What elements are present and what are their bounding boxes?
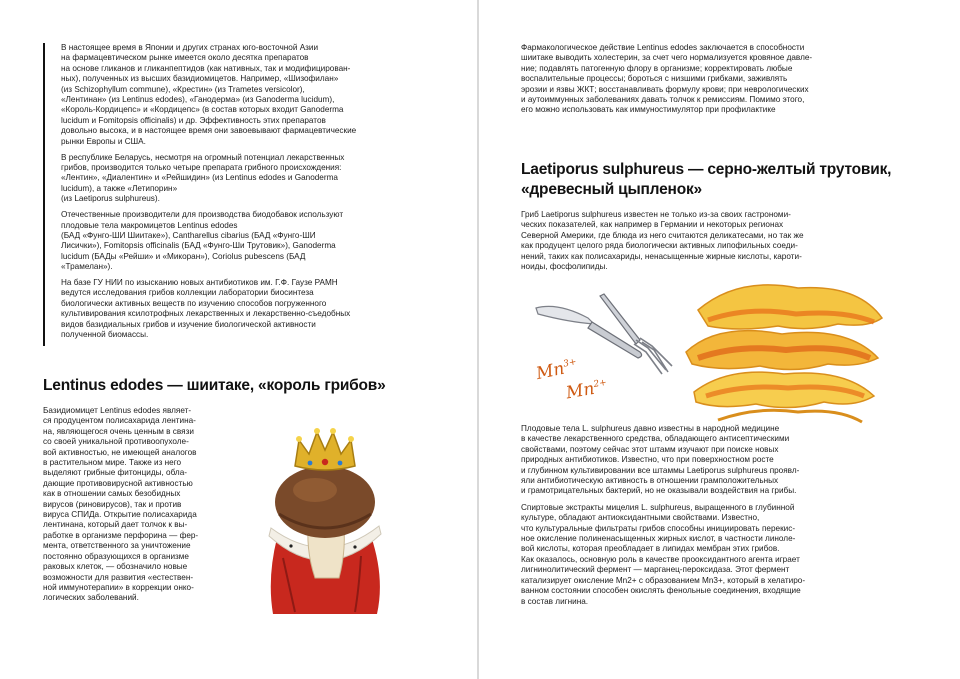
laetiporus-paragraph-1: Плодовые тела L. sulphureus давно известны в народной медицине в качестве лекарственного средства, обладающего антисептическими свойствами, поэтому сейчас этот штамм изучают при поиске новых природных антибиотиков. Известно, что при поверхностном росте и глубинном культивировании все штаммы Laetiporus sulphureus проявл- яли антибиотическую активность в отношении грамположительных и грамотрицательных бактерий, но не оказывали воздействия на грибы. <box>521 424 800 496</box>
shiitake-heading: Lentinus edodes — шиитаке, «король грибов» <box>43 377 386 394</box>
intro-block <box>43 43 415 346</box>
page-gutter <box>477 0 479 679</box>
shiitake-paragraph: Базидиомицет Lentinus edodes являет- ся продуцентом полисахарида лентина- на, являющегося очень ценным в связи со своей уникальной противоопухоле- вой активностью, не имеющей аналогов в растительном мире. Также из него выделяют грибные фитонциды, обла- дающие противовирусной активностью как в отношении самых безобидных вирусов (риновирусов), так и против вируса СПИДа. Открытие полисахарида лентинана, который дает толчок к вы- работке в организме перфорина — фер- мента, ответственного за уничтожение постоянно образующихся в организме раковых клеток, — обозначило новые возможности для развития «естествен- ной иммунотерапии» в коррекции онко- логических заболеваний. <box>43 406 199 603</box>
sulphur-shelf-fungus-illustration <box>678 270 888 430</box>
mn3-label: $Mn^{3+}$ <box>534 357 578 385</box>
intro-paragraph-4: На базе ГУ НИИ по изысканию новых антибиотиков им. Г.Ф. Гаузе РАМН ведутся исследования грибов коллекции лаборатории биосинтеза биологически активных веществ по изучению способов погруженного культивирования ксилотрофных лекарственных и лекарственно-съедобных видов базидиальных грибов и изучение биологической активности полученной биомассы. <box>61 278 351 340</box>
laetiporus-body <box>521 424 891 613</box>
pharma-paragraph: Фармакологическое действие Lentinus edodes заключается в способности шиитаке выводить холестерин, за счет чего нормализуется кровяное давле- ние; подавлять патогенную флору в организме; корректировать любые воспалительные процессы; бороться с низшими грибками, заживлять эрозии и язвы ЖКТ; восстанавливать формулу крови; при неврологических и аутоиммунных заболеваниях давать толчок к ремиссиям. Помимо этого, его можно использовать как иммуностимулятор при профилактике <box>521 43 813 115</box>
laetiporus-intro: Гриб Laetiporus sulphureus известен не только из-за своих гастрономи- ческих показателей, как например в Германии и некоторых регионах Северной Америки, где блюда из него считаются деликатесами, но так же как продуцент целого ряда биологически активных липофильных соеди- нений, таких как полисахариды, ненасыщенные жирные кислоты, кароти- ноиды, фосфолипиды. <box>521 210 804 272</box>
intro-paragraph-3: Отечественные производители для производства биодобавок используют плодовые тела макромицетов Lentinus edodes (БАД «Фунго-ШИ Шиитаке»), Cantharellus cibarius (БАД «Фунго-ШИ Лисички»), Fomitopsis officinalis (БАД «Фунго-Ши Трутовик»), Ganoderma lucidum (БАДы «Рейши» и «Микоран»), Coriolus pubescens (БАД «Трамелан»). <box>61 210 344 272</box>
mn2-label: $Mn^{2+}$ <box>564 377 608 404</box>
intro-paragraph-2: В республике Беларусь, несмотря на огромный потенциал лекарственных грибов, производится только четыре препарата грибного происхождения: «Лентин», «Диалентин» и «Рейшидин» (из Lentinus edodes и Ganoderma lucidum), а также «Летипорин» (из Laetiporus sulphureus). <box>61 152 345 204</box>
knife-icon <box>536 306 642 358</box>
left-page <box>0 0 476 679</box>
mushroom-king-illustration <box>255 418 395 618</box>
laetiporus-heading: Laetiporus sulphureus — серно-желтый трутовик, «древесный цыпленок» <box>521 161 892 198</box>
intro-paragraph-1: В настоящее время в Японии и других странах юго-восточной Азии на фармацевтическом рынке имеется около десятка препаратов на основе гликанов и гликанпептидов (как нативных, так и модифицирован- ных), полученных из высших базидиомицетов. Например, «Шизофилан» (из Schizophyllum commune), «Крестин» (из Trametes versicolor), «Лентинан» (из Lentinus edodes), «Ганодерма» (из Ganoderma lucidum), «Король-Кордицепс» и «Кордицепс» (в состав которых входит Ganoderma lucidum и Fomitopsis officinalis) и др. Эффективность этих препаратов довольно высока, и в настоящее время они завоевывают фармацевтические рынки Европы и США. <box>61 43 357 146</box>
laetiporus-paragraph-2: Спиртовые экстракты мицелия L. sulphureus, выращенного в глубинной культуре, обладают антиоксидантными свойствами. Известно, что культуральные фильтраты грибов способны инициировать перекис- ное окисление полиненасыщенных жирных кислот, в частности линоле- вой кислоты, которая преобладает в липидах мембран этих грибов. Как оказалось, основную роль в качестве прооксидантного агента играет лигнинолитический фермент — марганец-пероксидаза. Этот фермент катализирует окисление Mn2+ с образованием Mn3+, который в хелатиро- ванном состоянии способен окислять фенольные соединения, входящие в состав лигнина. <box>521 502 806 606</box>
